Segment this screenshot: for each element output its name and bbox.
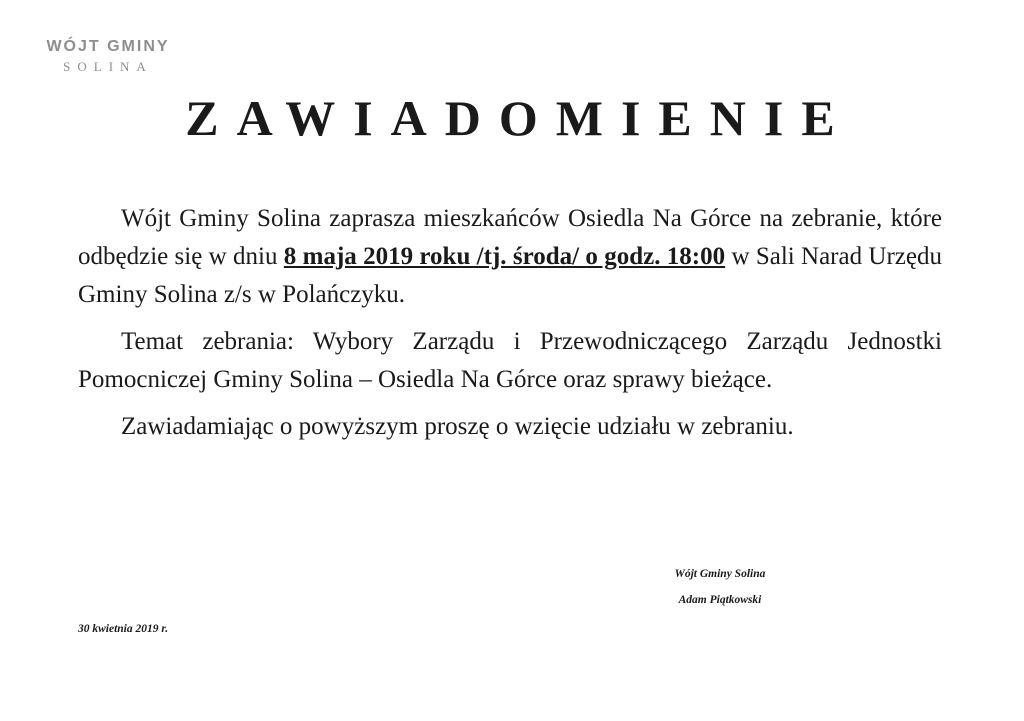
stamp-office-title: WÓJT GMINY bbox=[46, 38, 170, 55]
invitation-location: w Sali Narad Urzędu Gminy Solina z/s w Polańczyku. bbox=[78, 243, 942, 308]
stamp-municipality: SOLINA bbox=[63, 59, 153, 74]
signature-block bbox=[640, 561, 800, 613]
closing-paragraph: Zawiadamiając o powyższym proszę o wzięcie udziału w zebraniu. bbox=[121, 413, 794, 440]
notice-body bbox=[78, 200, 942, 455]
signature-name: Adam Piątkowski bbox=[678, 594, 762, 606]
office-stamp bbox=[38, 38, 178, 76]
document-date: 30 kwietnia 2019 r. bbox=[78, 623, 169, 635]
invitation-paragraph bbox=[78, 200, 942, 314]
meeting-date-time: 8 maja 2019 roku /tj. środa/ o godz. 18:00 bbox=[283, 243, 726, 270]
agenda-paragraph: Temat zebrania: Wybory Zarządu i Przewodniczącego Zarządu Jednostki Pomocniczej Gminy Solina – Osiedla Na Górce oraz sprawy bieżące. bbox=[78, 328, 942, 393]
invitation-intro: Wójt Gminy Solina zaprasza mieszkańców Osiedla Na Górce na zebranie, które odbędzie się w dniu bbox=[78, 205, 942, 270]
signature-office: Wójt Gminy Solina bbox=[674, 568, 766, 580]
document-title: ZAWIADOMIENIE bbox=[185, 90, 853, 146]
